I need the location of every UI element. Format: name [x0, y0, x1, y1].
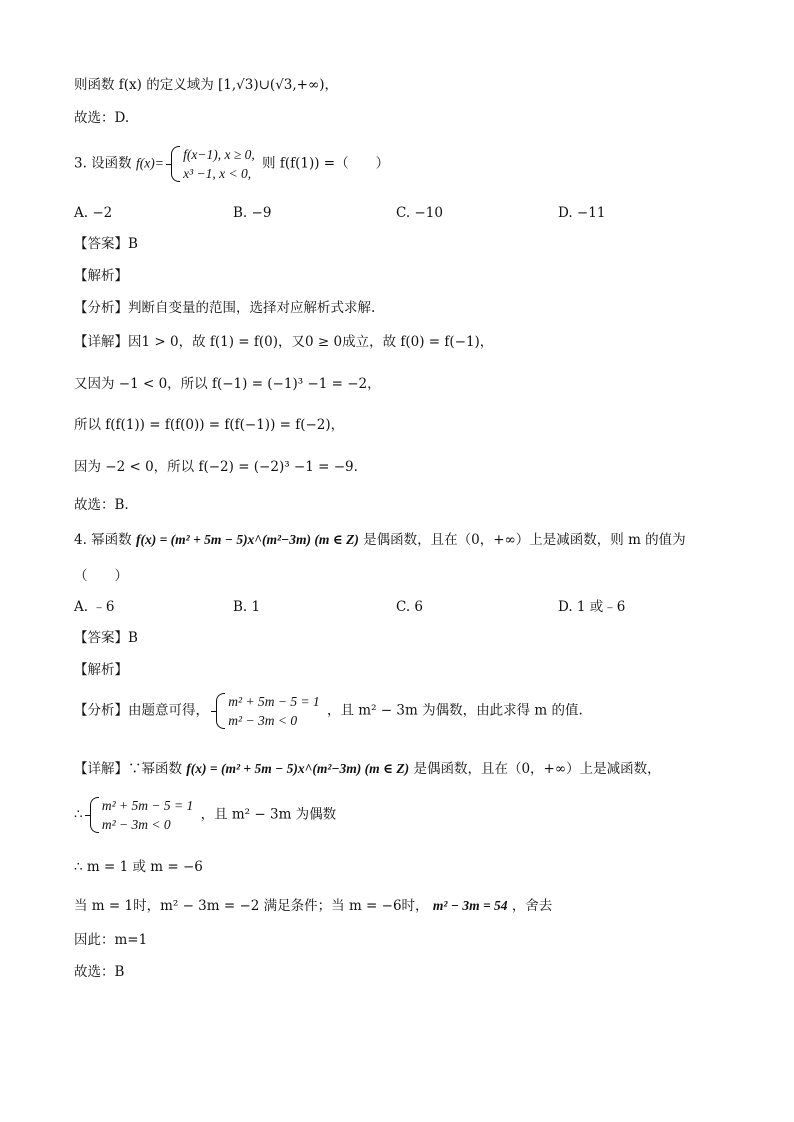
q3-suffix: 则 f(f(1)) =（ ）	[262, 155, 390, 172]
q4-detail-rest: 是偶函数，且在（0，+∞）上是减函数，	[413, 761, 661, 777]
question-4-stem	[74, 530, 774, 550]
q3-detail-4: 因为 −2 < 0，所以 f(−2) = (−2)³ −1 = −9.	[74, 459, 358, 475]
q4-check-text: 当 m = 1时，m² − 3m = −2 满足条件；当 m = −6时，	[74, 898, 429, 914]
q3-analysis-title: 【解析】	[74, 268, 128, 284]
q4-option-c: C. 6	[396, 599, 424, 615]
q3-choose: 故选：B.	[74, 497, 129, 513]
q4-conclusion: ∴ m = 1 或 m = −6	[74, 859, 203, 875]
q3-option-a: A. −2	[74, 205, 113, 221]
q3-option-d: D. −11	[558, 205, 606, 221]
q3-piecewise	[171, 145, 255, 183]
q4-detail-system-brace	[90, 796, 193, 834]
q4-analysis-system	[216, 692, 319, 730]
q4-detail-system-suffix: ，且 m² − 3m 为偶数	[200, 806, 337, 823]
q3-answer: 【答案】B	[74, 236, 138, 252]
q3-option-b: B. −9	[233, 205, 272, 221]
q3-detail-3: 所以 f(f(1)) = f(f(0)) = f(f(−1)) = f(−2)，	[74, 417, 345, 433]
q4-prefix: 4. 幂函数	[74, 532, 132, 548]
q4-option-d: D. 1 或﹣6	[558, 599, 626, 615]
q4-detail-system	[74, 796, 774, 842]
question-3-stem	[74, 145, 774, 189]
q4-system-eq-2: m² − 3m < 0	[228, 713, 298, 728]
q4-analysis	[74, 692, 774, 738]
q4-detail-1	[74, 759, 774, 779]
q3-case-1: f(x−1), x ≥ 0,	[183, 147, 255, 162]
q4-option-a: A. ﹣6	[74, 599, 115, 615]
q4-detail-eq-2: m² − 3m < 0	[101, 817, 171, 832]
q3-detail-2: 又因为 −1 < 0，所以 f(−1) = (−1)³ −1 = −2，	[74, 376, 381, 392]
q3-detail-1: 【详解】因1 > 0，故 f(1) = f(0)，又0 ≥ 0成立，故 f(0) = f(−1)，	[74, 334, 494, 350]
q4-paren: （ ）	[74, 568, 128, 584]
q3-prefix: 3. 设函数	[74, 155, 132, 172]
q4-detail-formula: f(x) = (m² + 5m − 5)x^(m²−3m) (m ∈ Z)	[186, 761, 410, 776]
q4-option-b: B. 1	[233, 599, 261, 615]
q4-check-bold: m² − 3m = 54	[432, 898, 508, 913]
therefore-symbol: ∴	[74, 806, 83, 823]
q4-analysis-prefix: 【分析】由题意可得，	[74, 702, 209, 719]
q4-check-end: ，舍去	[511, 898, 553, 914]
q3-analysis: 【分析】判断自变量的范围，选择对应解析式求解.	[74, 300, 376, 316]
q3-option-c: C. −10	[396, 205, 443, 221]
q4-choose: 故选：B	[74, 964, 125, 980]
domain-result-line: 则函数 f(x) 的定义域为 [1,√3)∪(√3,+∞)，	[74, 77, 339, 93]
q4-system-eq-1: m² + 5m − 5 = 1	[228, 694, 320, 709]
q4-rest: 是偶函数，且在（0，+∞）上是减函数，则 m 的值为	[363, 532, 686, 548]
q4-detail-eq-1: m² + 5m − 5 = 1	[101, 798, 194, 813]
q4-check	[74, 896, 774, 916]
q4-detail-prefix: 【详解】∵幂函数	[74, 761, 182, 777]
q3-fx: f(x)=	[135, 155, 164, 171]
q4-analysis-title: 【解析】	[74, 662, 128, 678]
q4-answer: 【答案】B	[74, 630, 138, 646]
q3-case-2: x³ −1, x < 0,	[183, 166, 252, 181]
q4-hence: 因此：m=1	[74, 932, 148, 948]
q4-formula: f(x) = (m² + 5m − 5)x^(m²−3m) (m ∈ Z)	[135, 532, 359, 547]
q4-analysis-suffix: ，且 m² − 3m 为偶数，由此求得 m 的值.	[326, 702, 583, 719]
choose-d-line: 故选：D.	[74, 110, 130, 126]
